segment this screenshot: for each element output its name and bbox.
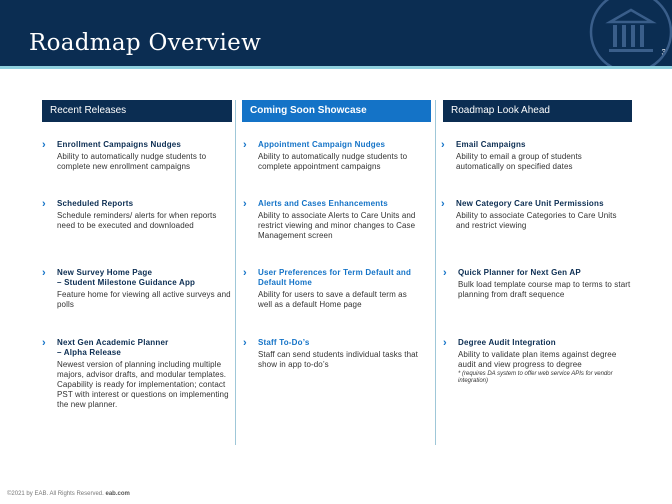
- chevron-right-icon: ›: [42, 139, 46, 151]
- roadmap-item: [42, 268, 232, 310]
- column-header-recent-releases: Recent Releases: [42, 100, 232, 122]
- header-rule: [0, 66, 672, 69]
- item-footnote: * (requires DA system to offer web service APIs for vendor integration): [458, 371, 613, 384]
- page-number: 3: [661, 48, 666, 57]
- roadmap-item: [42, 199, 232, 231]
- chevron-right-icon: ›: [243, 198, 247, 210]
- item-description: Ability to associate Categories to Care Units and restrict viewing: [456, 211, 617, 230]
- roadmap-item: [42, 140, 232, 172]
- item-title: Quick Planner for Next Gen AP: [458, 268, 581, 277]
- chevron-right-icon: ›: [42, 337, 46, 349]
- chevron-right-icon: ›: [42, 267, 46, 279]
- item-title: User Preferences for Term Default and Default Home: [258, 268, 412, 287]
- item-description: Ability to automatically nudge students to complete appointment campaigns: [258, 152, 408, 171]
- chevron-right-icon: ›: [243, 139, 247, 151]
- roadmap-item: [441, 140, 631, 172]
- item-title: Enrollment Campaigns Nudges: [57, 140, 182, 149]
- chevron-right-icon: ›: [42, 198, 46, 210]
- chevron-right-icon: ›: [441, 139, 445, 151]
- item-title: Appointment Campaign Nudges: [258, 140, 386, 149]
- item-description: Feature home for viewing all active surveys and polls: [57, 290, 231, 309]
- item-title: Scheduled Reports: [57, 199, 134, 208]
- chevron-right-icon: ›: [441, 198, 445, 210]
- chevron-right-icon: ›: [243, 267, 247, 279]
- column-header-coming-soon: Coming Soon Showcase: [242, 100, 431, 122]
- item-description: Ability for users to save a default term as well as a default Home page: [258, 290, 407, 309]
- item-title: Email Campaigns: [456, 140, 526, 149]
- item-title: New Category Care Unit Permissions: [456, 199, 604, 208]
- chevron-right-icon: ›: [443, 337, 447, 349]
- page-title: Roadmap Overview: [29, 30, 262, 56]
- column-divider: [435, 100, 436, 445]
- item-description: Ability to validate plan items against degree audit and view progress to degree: [458, 350, 617, 369]
- eab-logo-icon: [586, 0, 672, 66]
- item-title: Staff To-Do’s: [258, 338, 310, 347]
- roadmap-item: [443, 268, 633, 300]
- item-title: New Survey Home Page – Student Milestone Guidance App: [57, 268, 196, 287]
- item-title: Alerts and Cases Enhancements: [258, 199, 388, 208]
- item-description: Staff can send students individual tasks that show in app to-do’s: [258, 350, 419, 369]
- item-title: Next Gen Academic Planner – Alpha Release: [57, 338, 169, 357]
- copyright-text: ©2021 by EAB. All Rights Reserved.: [7, 491, 104, 497]
- roadmap-item: [243, 140, 433, 172]
- roadmap-item: [243, 338, 423, 370]
- roadmap-item: [243, 268, 423, 310]
- footer: [7, 491, 130, 497]
- chevron-right-icon: ›: [243, 337, 247, 349]
- roadmap-item: [243, 199, 433, 241]
- column-divider: [235, 100, 236, 445]
- item-description: Bulk load template course map to terms to start planning from draft sequence: [458, 280, 631, 299]
- item-description: Ability to automatically nudge students to complete new enrollment campaigns: [57, 152, 207, 171]
- roadmap-item: [443, 338, 633, 385]
- roadmap-item: [441, 199, 631, 231]
- chevron-right-icon: ›: [443, 267, 447, 279]
- footer-link[interactable]: eab.com: [105, 491, 130, 497]
- item-description: Newest version of planning including multiple majors, advisor drafts, and modular templates. Capability is ready for implementation; contact PST with interest or questions on implementing the new planner.: [57, 360, 229, 409]
- item-description: Ability to associate Alerts to Care Units and restrict viewing and minor changes to Case Management screen: [258, 211, 416, 240]
- item-title: Degree Audit Integration: [458, 338, 556, 347]
- item-description: Ability to email a group of students automatically on specified dates: [456, 152, 582, 171]
- column-header-look-ahead: Roadmap Look Ahead: [443, 100, 632, 122]
- roadmap-item: [42, 338, 232, 410]
- item-description: Schedule reminders/ alerts for when reports need to be executed and downloaded: [57, 211, 217, 230]
